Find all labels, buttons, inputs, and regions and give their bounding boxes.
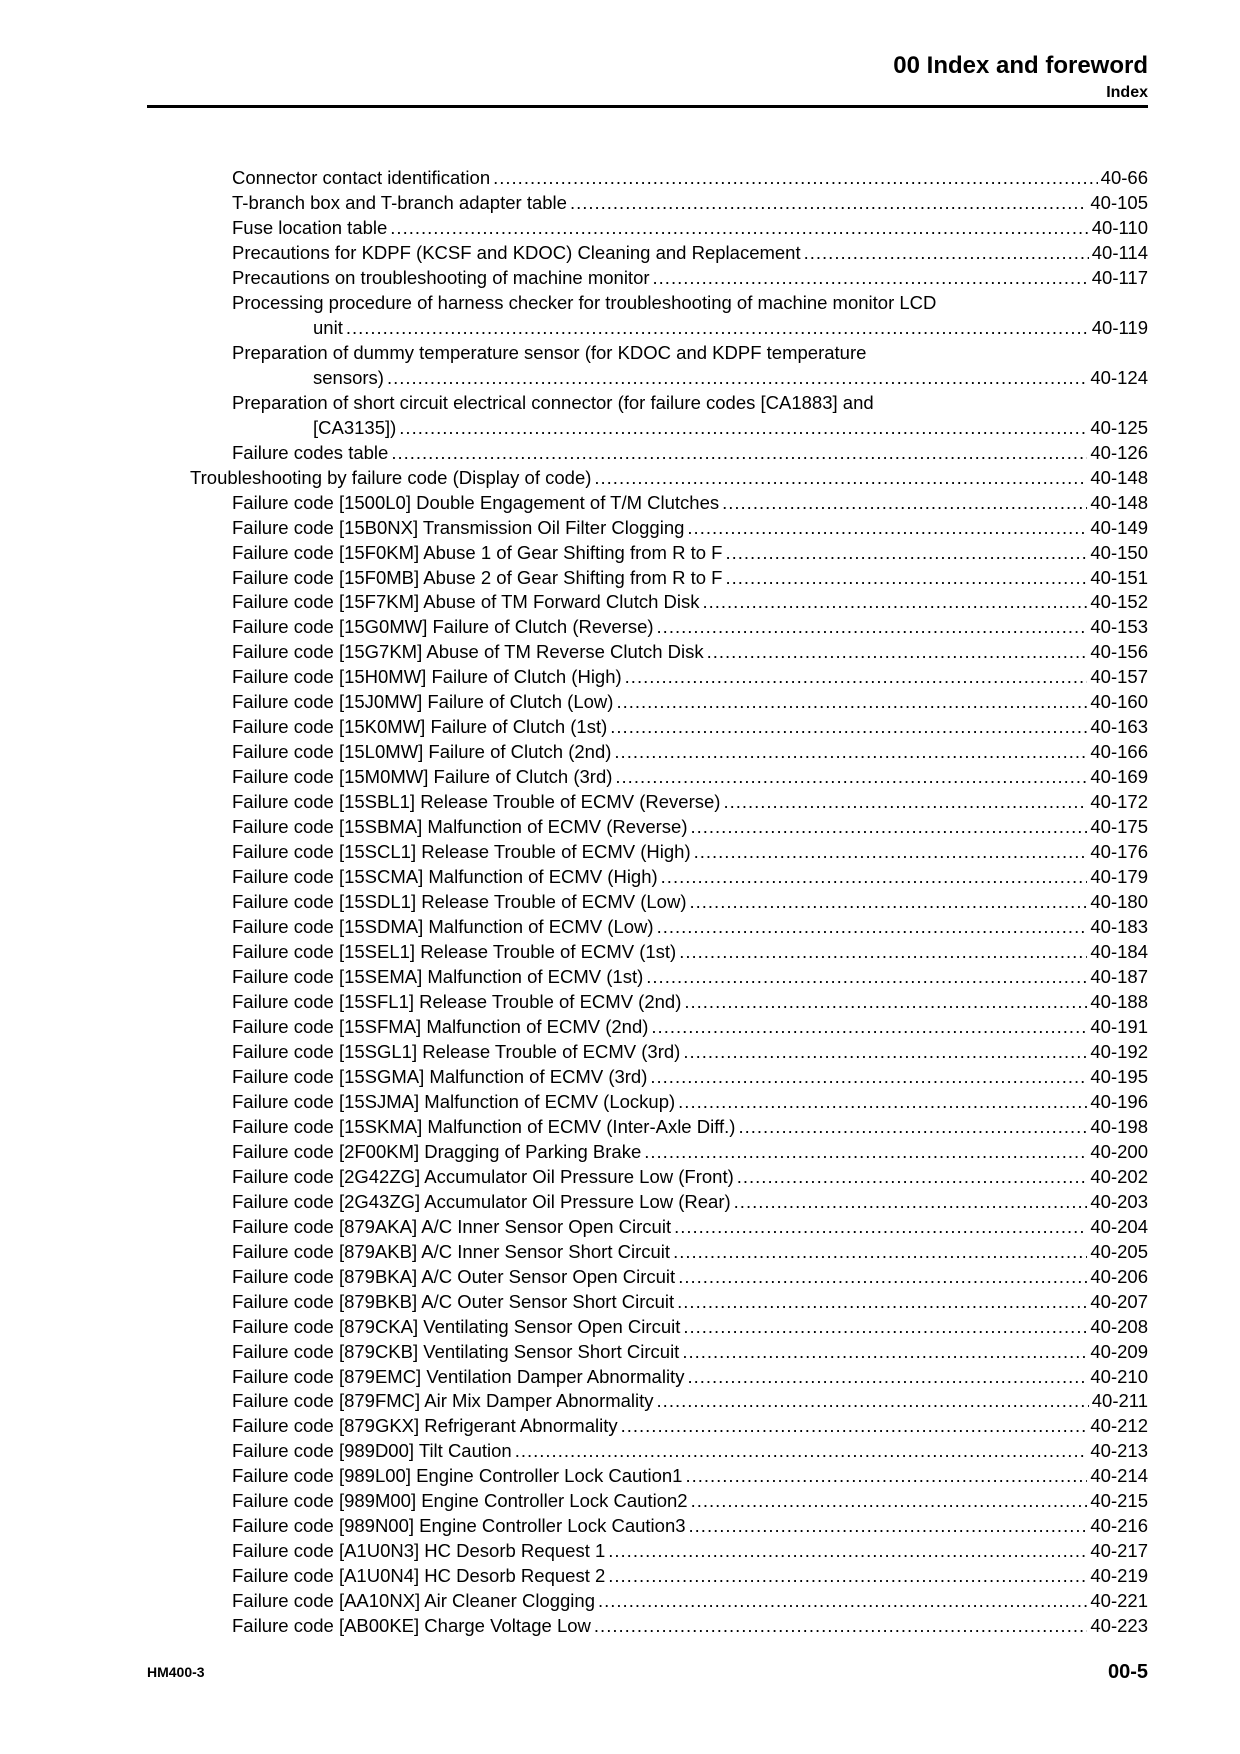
entry-title: Failure code [989N00] Engine Controller Lock Caution3: [232, 1515, 686, 1537]
entry-title: Failure code [15SEMA] Malfunction of ECMV (1st): [232, 966, 644, 987]
index-entry[interactable]: [0, 516, 1240, 541]
entry-title: Failure code [989D00] Tilt Caution: [232, 1440, 512, 1462]
index-entry[interactable]: [0, 990, 1240, 1015]
entry-row: [232, 790, 1148, 815]
entry-title: Failure code [15SFL1] Release Trouble of ECMV (2nd): [232, 990, 682, 1012]
index-entry[interactable]: [0, 1190, 1240, 1215]
entry-title: Failure code [879BKB] A/C Outer Sensor Short Circuit: [232, 1290, 675, 1312]
index-entry[interactable]: [0, 1589, 1240, 1614]
entry-title: Troubleshooting by failure code (Display of code): [190, 466, 592, 488]
entry-page: 40-213: [1090, 1440, 1148, 1462]
index-entry[interactable]: [0, 1489, 1240, 1514]
index-entry[interactable]: [0, 740, 1240, 765]
entry-page: 40-125: [1090, 416, 1148, 438]
entry-title: Failure code [15SCL1] Release Trouble of ECMV (High): [232, 841, 691, 863]
entry-title: Failure code [1500L0] Double Engagement of T/M Clutches: [232, 491, 720, 513]
index-entry[interactable]: [0, 940, 1240, 965]
entry-title: Failure code [879EMC] Ventilation Damper Abnormality: [232, 1365, 685, 1387]
entry-page: 40-172: [1090, 791, 1148, 813]
entry-page: 40-110: [1091, 216, 1148, 238]
entry-row: [232, 191, 1148, 216]
section-title: 00 Index and foreword: [893, 52, 1148, 79]
entry-page: 40-223: [1090, 1615, 1148, 1637]
entry-title: Failure code [15SBL1] Release Trouble of ECMV (Reverse): [232, 791, 721, 813]
index-entry[interactable]: [0, 1389, 1240, 1414]
entry-page: 40-214: [1090, 1465, 1148, 1487]
index-entry[interactable]: [0, 466, 1240, 491]
index-entry[interactable]: [0, 291, 1240, 341]
index-entry[interactable]: [0, 865, 1240, 890]
entry-row: [232, 1539, 1148, 1564]
entry-page: 40-183: [1090, 916, 1148, 938]
entry-title: Processing procedure of harness checker for troubleshooting of machine monitor LCD: [232, 291, 937, 313]
entry-page: 40-124: [1090, 366, 1148, 388]
entry-row: [232, 566, 1148, 591]
header-rule: [147, 105, 1148, 108]
entry-title: Failure code [AA10NX] Air Cleaner Clogging: [232, 1590, 595, 1612]
dot-leader: [678, 1090, 1087, 1115]
entry-row: [232, 1065, 1148, 1090]
entry-page: 40-150: [1090, 541, 1148, 563]
entry-page: 40-117: [1091, 266, 1148, 288]
dot-leader: [679, 940, 1087, 965]
entry-row: [232, 965, 1148, 990]
dot-leader: [387, 366, 1087, 391]
index-entry[interactable]: [0, 890, 1240, 915]
index-entry[interactable]: [0, 590, 1240, 615]
dot-leader: [625, 665, 1088, 690]
index-entry[interactable]: [0, 965, 1240, 990]
entry-page: 40-192: [1090, 1040, 1148, 1062]
entry-title: Failure code [15F7KM] Abuse of TM Forward Clutch Disk: [232, 591, 700, 613]
entry-title: Failure code [2G43ZG] Accumulator Oil Pressure Low (Rear): [232, 1190, 731, 1212]
entry-page: 40-209: [1090, 1340, 1148, 1362]
index-entry[interactable]: [0, 1315, 1240, 1340]
entry-row: [232, 541, 1148, 566]
index-entry[interactable]: [0, 1439, 1240, 1464]
index-entry[interactable]: [0, 1564, 1240, 1589]
entry-row: [313, 416, 1148, 441]
entry-title-continued: [CA3135]): [313, 416, 397, 438]
entry-row: [232, 1365, 1148, 1390]
index-entry[interactable]: [0, 615, 1240, 640]
dot-leader: [614, 740, 1087, 765]
entry-title: Failure code [15K0MW] Failure of Clutch (1st): [232, 716, 608, 738]
entry-page: 40-219: [1090, 1565, 1148, 1587]
entry-title-continued: unit: [313, 316, 343, 338]
entry-title: Failure code [15SEL1] Release Trouble of ECMV (1st): [232, 941, 677, 963]
entry-row: [190, 466, 1148, 491]
entry-title: Failure code [989M00] Engine Controller Lock Caution2: [232, 1490, 688, 1512]
entry-page: 40-176: [1090, 841, 1148, 863]
dot-leader: [594, 466, 1087, 491]
dot-leader: [682, 1340, 1087, 1365]
entry-row: [232, 990, 1148, 1015]
entry-title: Failure code [989L00] Engine Controller Lock Caution1: [232, 1465, 683, 1487]
dot-leader: [690, 815, 1087, 840]
entry-title: Failure code [15J0MW] Failure of Clutch (Low): [232, 691, 614, 713]
entry-page: 40-156: [1090, 641, 1148, 663]
index-entry[interactable]: [0, 391, 1240, 441]
entry-page: 40-191: [1090, 1015, 1148, 1037]
entry-page: 40-148: [1090, 466, 1148, 488]
dot-leader: [673, 1240, 1087, 1265]
entry-page: 40-207: [1090, 1290, 1148, 1312]
entry-title: Failure code [15SFMA] Malfunction of ECMV (2nd): [232, 1015, 649, 1037]
entry-row: [232, 640, 1148, 665]
entry-row: [232, 1439, 1148, 1464]
entry-row: [232, 1165, 1148, 1190]
dot-leader: [684, 990, 1087, 1015]
entry-row: [232, 715, 1148, 740]
index-entry[interactable]: [0, 640, 1240, 665]
entry-title: Failure code [15SDMA] Malfunction of ECMV (Low): [232, 916, 654, 938]
entry-page: 40-206: [1090, 1265, 1148, 1287]
entry-title: Failure code [879BKA] A/C Outer Sensor Open Circuit: [232, 1265, 676, 1287]
entry-title: Failure code [879CKB] Ventilating Sensor Short Circuit: [232, 1340, 680, 1362]
entry-page: 40-169: [1090, 766, 1148, 788]
dot-leader: [734, 1190, 1088, 1215]
dot-leader: [598, 1589, 1087, 1614]
index-entry[interactable]: [0, 1514, 1240, 1539]
entry-row: [232, 815, 1148, 840]
entry-row: [313, 366, 1148, 391]
index-entry[interactable]: [0, 216, 1240, 241]
entry-title: Failure code [879AKA] A/C Inner Sensor Open Circuit: [232, 1215, 672, 1237]
dot-leader: [594, 1614, 1087, 1639]
entry-row: [232, 890, 1148, 915]
dot-leader: [737, 1165, 1088, 1190]
entry-row: [232, 1514, 1148, 1539]
entry-row: [232, 1015, 1148, 1040]
entry-page: 40-157: [1090, 666, 1148, 688]
index-entry[interactable]: [0, 166, 1240, 191]
index-entry[interactable]: [0, 1614, 1240, 1639]
index-entry[interactable]: [0, 690, 1240, 715]
index-entry[interactable]: [0, 1065, 1240, 1090]
entry-page: 40-210: [1090, 1365, 1148, 1387]
entry-page: 40-211: [1091, 1390, 1148, 1412]
dot-leader: [493, 166, 1098, 191]
entry-page: 40-66: [1100, 167, 1148, 188]
entry-page: 40-198: [1090, 1115, 1148, 1137]
entry-row: [232, 266, 1148, 291]
index-entry[interactable]: [0, 241, 1240, 266]
index-entry[interactable]: [0, 1414, 1240, 1439]
entry-row: [232, 765, 1148, 790]
entry-row: [232, 1340, 1148, 1365]
dot-leader: [608, 1564, 1087, 1589]
entry-page: 40-188: [1090, 990, 1148, 1012]
dot-leader: [683, 1040, 1087, 1065]
entry-row: [232, 1589, 1148, 1614]
entry-row: [232, 216, 1148, 241]
entry-row: [232, 441, 1148, 466]
dot-leader: [674, 1215, 1087, 1240]
entry-row: [232, 241, 1148, 266]
dot-leader: [707, 640, 1088, 665]
entry-page: 40-148: [1090, 491, 1148, 513]
entry-row: [232, 1040, 1148, 1065]
index-entry[interactable]: [0, 1090, 1240, 1115]
dot-leader: [657, 1389, 1089, 1414]
entry-row: [313, 316, 1148, 341]
entry-page: 40-208: [1090, 1315, 1148, 1337]
dot-leader: [690, 890, 1088, 915]
index-entry[interactable]: [0, 1464, 1240, 1489]
dot-leader: [646, 965, 1087, 990]
dot-leader: [515, 1439, 1088, 1464]
entry-title: Precautions for KDPF (KCSF and KDOC) Cleaning and Replacement: [232, 241, 801, 263]
entry-title: Failure code [879FMC] Air Mix Damper Abnormality: [232, 1390, 654, 1412]
entry-title: Connector contact identification: [232, 167, 491, 188]
entry-page: 40-175: [1090, 816, 1148, 838]
dot-leader: [644, 1140, 1087, 1165]
entry-row: [232, 516, 1148, 541]
index-entry[interactable]: [0, 1365, 1240, 1390]
section-subtitle: Index: [1106, 84, 1148, 101]
index-entry[interactable]: [0, 491, 1240, 516]
entry-page: 40-221: [1090, 1590, 1148, 1612]
entry-page: 40-202: [1090, 1165, 1148, 1187]
dot-leader: [683, 1315, 1087, 1340]
entry-title: Failure code [2G42ZG] Accumulator Oil Pressure Low (Front): [232, 1165, 734, 1187]
entry-title: Failure code [15SBMA] Malfunction of ECMV (Reverse): [232, 816, 688, 838]
entry-row: [232, 1140, 1148, 1165]
dot-leader: [678, 1265, 1087, 1290]
entry-title: Failure code [AB00KE] Charge Voltage Low: [232, 1615, 591, 1637]
dot-leader: [399, 416, 1087, 441]
entry-page: 40-163: [1090, 716, 1148, 738]
entry-title: Failure code [15F0MB] Abuse 2 of Gear Shifting from R to F: [232, 566, 723, 588]
entry-title: Failure code [15H0MW] Failure of Clutch (High): [232, 666, 622, 688]
dot-leader: [653, 266, 1089, 291]
entry-page: 40-184: [1090, 941, 1148, 963]
entry-page: 40-126: [1090, 441, 1148, 463]
dot-leader: [687, 1365, 1087, 1390]
entry-row: [232, 1265, 1148, 1290]
entry-page: 40-149: [1090, 516, 1148, 538]
entry-title: Preparation of short circuit electrical connector (for failure codes [CA1883] and: [232, 391, 874, 413]
dot-leader: [677, 1290, 1087, 1315]
entry-title: Failure code [15SGMA] Malfunction of ECMV (3rd): [232, 1065, 648, 1087]
entry-title: Preparation of dummy temperature sensor (for KDOC and KDPF temperature: [232, 341, 867, 363]
index-entry[interactable]: [0, 1015, 1240, 1040]
entry-row: [232, 1215, 1148, 1240]
entry-row: [232, 166, 1148, 191]
entry-page: 40-204: [1090, 1215, 1148, 1237]
entry-title: Fuse location table: [232, 216, 388, 238]
index-entry[interactable]: [0, 1115, 1240, 1140]
entry-title: Failure code [15G0MW] Failure of Clutch (Reverse): [232, 616, 654, 638]
index-entry[interactable]: [0, 1140, 1240, 1165]
entry-page: 40-151: [1090, 566, 1148, 588]
entry-row: [232, 1115, 1148, 1140]
index-entry[interactable]: [0, 765, 1240, 790]
index-entry[interactable]: [0, 191, 1240, 216]
dot-leader: [691, 1489, 1088, 1514]
dot-leader: [722, 491, 1087, 516]
entry-title: Failure code [879AKB] A/C Inner Sensor Short Circuit: [232, 1240, 671, 1262]
entry-page: 40-195: [1090, 1065, 1148, 1087]
index-entry[interactable]: [0, 566, 1240, 591]
dot-leader: [702, 590, 1087, 615]
entry-row: [232, 1090, 1148, 1115]
entry-page: 40-153: [1090, 616, 1148, 638]
entry-row: [232, 590, 1148, 615]
entry-title: T-branch box and T-branch adapter table: [232, 191, 567, 213]
entry-row: [232, 1464, 1148, 1489]
index-entry[interactable]: [0, 1290, 1240, 1315]
entry-row: [232, 1564, 1148, 1589]
entry-title: Failure code [2F00KM] Dragging of Parking Brake: [232, 1140, 642, 1162]
entry-title: Failure codes table: [232, 441, 389, 463]
index-entry[interactable]: [0, 1240, 1240, 1265]
entry-title: Failure code [15SKMA] Malfunction of ECMV (Inter-Axle Diff.): [232, 1115, 736, 1137]
index-entry[interactable]: [0, 266, 1240, 291]
index-entry[interactable]: [0, 840, 1240, 865]
dot-leader: [616, 690, 1087, 715]
index-entry[interactable]: [0, 915, 1240, 940]
index-entry[interactable]: [0, 665, 1240, 690]
index-entry[interactable]: [0, 790, 1240, 815]
page-number: 00-5: [1107, 1661, 1148, 1683]
dot-leader: [610, 715, 1087, 740]
dot-leader: [650, 1065, 1087, 1090]
entry-row: [232, 1190, 1148, 1215]
dot-leader: [570, 191, 1087, 216]
entry-page: 40-166: [1090, 741, 1148, 763]
entry-page: 40-217: [1090, 1540, 1148, 1562]
entry-page: 40-215: [1090, 1490, 1148, 1512]
entry-row: [232, 840, 1148, 865]
entry-title-continued: sensors): [313, 366, 384, 388]
model-number: HM400-3: [147, 1664, 205, 1680]
entry-page: 40-205: [1090, 1240, 1148, 1262]
entry-row: [232, 1389, 1148, 1414]
dot-leader: [689, 1514, 1088, 1539]
entry-title: Failure code [A1U0N4] HC Desorb Request 2: [232, 1565, 606, 1587]
entry-title: Failure code [15G7KM] Abuse of TM Reverse Clutch Disk: [232, 641, 704, 663]
dot-leader: [621, 1414, 1088, 1439]
entry-row: [232, 1240, 1148, 1265]
entry-page: 40-187: [1090, 966, 1148, 987]
index-entry[interactable]: [0, 1165, 1240, 1190]
dot-leader: [661, 865, 1088, 890]
dot-leader: [608, 1539, 1087, 1564]
entry-row: [232, 1290, 1148, 1315]
entry-page: 40-114: [1091, 241, 1148, 263]
entry-title: Failure code [15SDL1] Release Trouble of ECMV (Low): [232, 891, 687, 913]
entry-page: 40-180: [1090, 891, 1148, 913]
entry-page: 40-179: [1090, 866, 1148, 888]
entry-page: 40-119: [1091, 316, 1148, 338]
dot-leader: [651, 1015, 1087, 1040]
entry-row: [232, 615, 1148, 640]
dot-leader: [615, 765, 1087, 790]
dot-leader: [725, 566, 1087, 591]
entry-title: Failure code [15SCMA] Malfunction of ECMV (High): [232, 866, 658, 888]
index-entry[interactable]: [0, 1539, 1240, 1564]
index-entry[interactable]: [0, 1215, 1240, 1240]
entry-page: 40-212: [1090, 1415, 1148, 1437]
index-list: [0, 166, 1240, 1639]
dot-leader: [685, 1464, 1087, 1489]
entry-title: Failure code [15M0MW] Failure of Clutch (3rd): [232, 766, 613, 788]
entry-row: [232, 1489, 1148, 1514]
entry-page: 40-160: [1090, 691, 1148, 713]
entry-title: Failure code [15F0KM] Abuse 1 of Gear Shifting from R to F: [232, 541, 723, 563]
dot-leader: [390, 216, 1088, 241]
entry-title: Failure code [15B0NX] Transmission Oil Filter Clogging: [232, 516, 685, 538]
entry-row: [232, 1414, 1148, 1439]
entry-title: Failure code [879GKX] Refrigerant Abnormality: [232, 1415, 618, 1437]
dot-leader: [657, 615, 1088, 640]
index-entry[interactable]: [0, 1340, 1240, 1365]
index-entry[interactable]: [0, 541, 1240, 566]
dot-leader: [725, 541, 1087, 566]
entry-page: 40-200: [1090, 1140, 1148, 1162]
dot-leader: [804, 241, 1089, 266]
entry-title: Failure code [879CKA] Ventilating Sensor Open Circuit: [232, 1315, 681, 1337]
entry-row: [232, 665, 1148, 690]
entry-title: Precautions on troubleshooting of machine monitor: [232, 266, 650, 288]
entry-row: [232, 740, 1148, 765]
entry-row: [232, 1315, 1148, 1340]
entry-title: Failure code [A1U0N3] HC Desorb Request 1: [232, 1540, 606, 1562]
dot-leader: [687, 516, 1087, 541]
index-entry[interactable]: [0, 1265, 1240, 1290]
dot-leader: [723, 790, 1087, 815]
entry-row: [232, 690, 1148, 715]
entry-title: Failure code [15SJMA] Malfunction of ECMV (Lockup): [232, 1090, 676, 1112]
index-entry[interactable]: [0, 341, 1240, 391]
dot-leader: [346, 316, 1089, 341]
index-entry[interactable]: [0, 715, 1240, 740]
dot-leader: [694, 840, 1088, 865]
entry-page: 40-105: [1090, 191, 1148, 213]
entry-row: [232, 940, 1148, 965]
entry-row: [232, 865, 1148, 890]
dot-leader: [391, 441, 1087, 466]
entry-title: Failure code [15SGL1] Release Trouble of ECMV (3rd): [232, 1040, 681, 1062]
dot-leader: [738, 1115, 1087, 1140]
entry-page: 40-203: [1090, 1190, 1148, 1212]
index-entry[interactable]: [0, 1040, 1240, 1065]
entry-row: [232, 1614, 1148, 1639]
entry-row: [232, 491, 1148, 516]
entry-page: 40-216: [1090, 1515, 1148, 1537]
index-entry[interactable]: [0, 441, 1240, 466]
entry-title: Failure code [15L0MW] Failure of Clutch (2nd): [232, 741, 612, 763]
entry-page: 40-152: [1090, 591, 1148, 613]
entry-row: [232, 915, 1148, 940]
entry-page: 40-196: [1090, 1090, 1148, 1112]
index-entry[interactable]: [0, 815, 1240, 840]
dot-leader: [657, 915, 1088, 940]
